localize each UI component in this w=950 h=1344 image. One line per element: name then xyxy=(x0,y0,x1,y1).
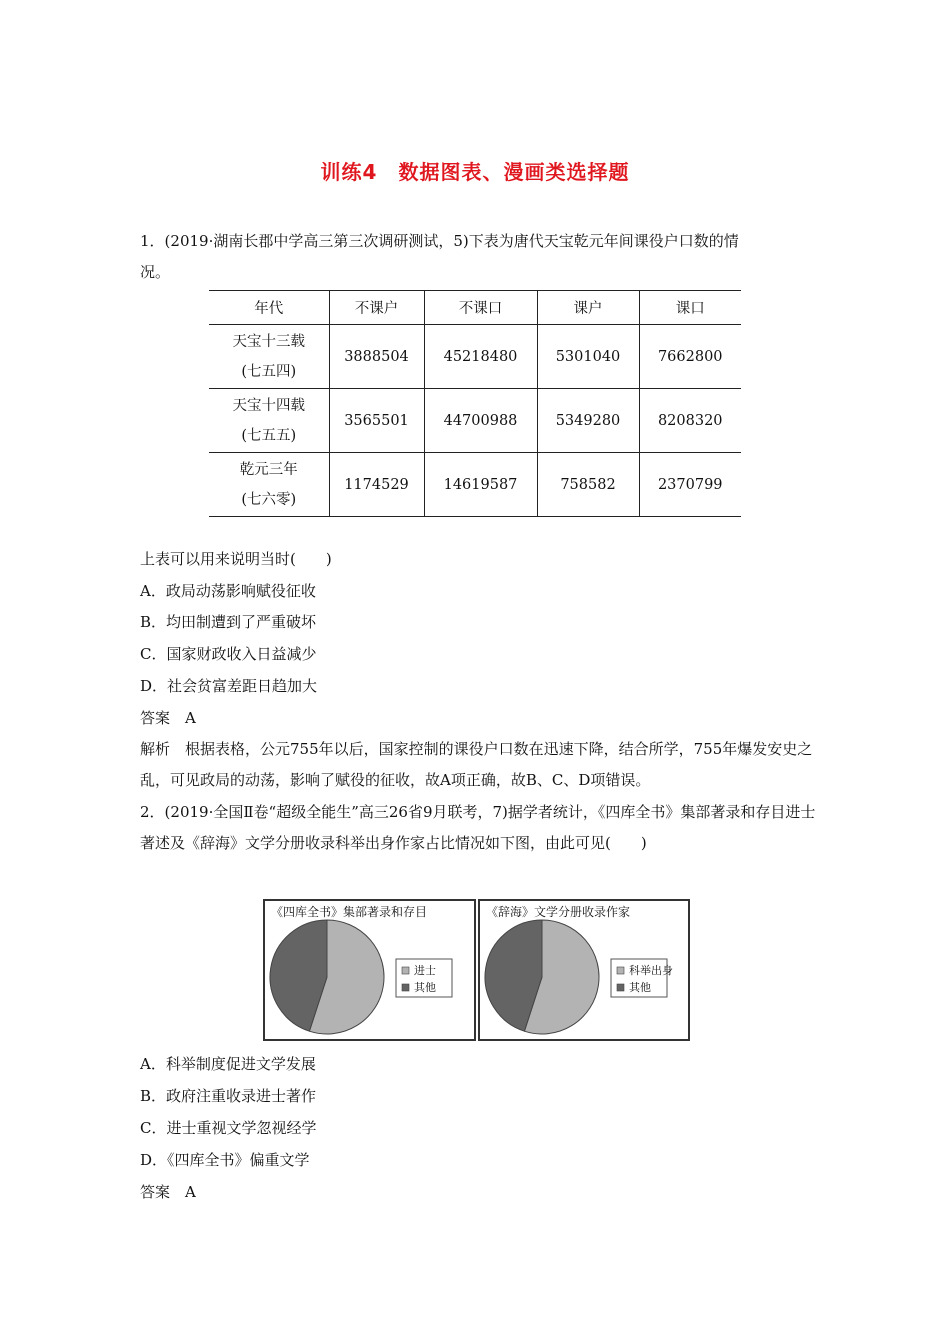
table-cell: 45218480 xyxy=(424,325,537,389)
header-cell: 课口 xyxy=(639,291,741,325)
table-cell: 8208320 xyxy=(639,389,741,453)
q2-option-d: D．《四库全书》偏重文学 xyxy=(140,1151,310,1169)
q2-stem: 2．(2019·全国Ⅱ卷“超级全能生”高三26省9月联考，7)据学者统计，《四库全书》集部著录和存目进士著述及《辞海》文学分册收录科举出身作家占比情况如下图，由此可见( ) xyxy=(140,803,816,852)
header-cell: 不课口 xyxy=(424,291,537,325)
q2-option-b: B．政府注重收录进士著作 xyxy=(140,1087,317,1105)
table-cell: 5349280 xyxy=(537,389,639,453)
q2-option-a: A．科举制度促进文学发展 xyxy=(140,1055,316,1073)
year-label: 乾元三年 xyxy=(239,461,298,478)
legend-swatch xyxy=(617,967,624,974)
header-cell: 不课户 xyxy=(329,291,424,325)
household-table xyxy=(209,290,741,517)
q1-analysis: 解析 根据表格，公元755年以后，国家控制的课役户口数在迅速下降，结合所学，755年爆发安史之乱，可见政局的动荡，影响了赋役的征收，故A项正确，故B、C、D项错误。 xyxy=(140,740,813,789)
legend-swatch xyxy=(617,984,624,991)
table-cell: 1174529 xyxy=(329,453,424,517)
year-cell xyxy=(209,389,329,453)
q1-option-d: D．社会贫富差距日趋加大 xyxy=(140,677,318,695)
legend-swatch xyxy=(402,984,409,991)
page-title: 训练4 数据图表、漫画类选择题 xyxy=(320,160,630,184)
table-cell: 758582 xyxy=(537,453,639,517)
q1-option-a: A．政局动荡影响赋役征收 xyxy=(140,582,316,600)
pie-chart-cihai-svg xyxy=(480,901,688,1039)
table-cell: 14619587 xyxy=(424,453,537,517)
pie-chart-siku-svg xyxy=(265,901,474,1039)
table-cell: 44700988 xyxy=(424,389,537,453)
table-row xyxy=(209,325,741,389)
table-cell: 3888504 xyxy=(329,325,424,389)
table-cell: 3565501 xyxy=(329,389,424,453)
year-cell xyxy=(209,453,329,517)
q1-option-b: B．均田制遭到了严重破坏 xyxy=(140,613,317,631)
legend-label: 其他 xyxy=(414,981,436,994)
q1-stem-line1: 1．(2019·湖南长郡中学高三第三次调研测试，5)下表为唐代天宝乾元年间课役户口数的情 xyxy=(140,232,739,250)
q1-answer: 答案 A xyxy=(140,709,196,727)
table-row xyxy=(209,453,741,517)
legend-label: 其他 xyxy=(629,981,651,994)
table-cell: 7662800 xyxy=(639,325,741,389)
legend-swatch xyxy=(402,967,409,974)
q1-stem-line2: 况。 xyxy=(140,263,171,281)
legend-label: 科举出身 xyxy=(629,964,673,977)
year-label: 天宝十三载 xyxy=(232,333,305,350)
q1-option-c: C．国家财政收入日益减少 xyxy=(140,645,317,663)
q2-answer: 答案 A xyxy=(140,1183,196,1201)
year-label: 天宝十四载 xyxy=(232,397,305,414)
chart-title: 《辞海》文学分册收录作家 xyxy=(486,905,631,919)
era-label: (七六零) xyxy=(241,491,297,508)
header-cell: 年代 xyxy=(209,291,329,325)
table-cell: 5301040 xyxy=(537,325,639,389)
pie-chart-siku xyxy=(263,899,476,1041)
era-label: (七五五) xyxy=(241,427,297,444)
table-header-row xyxy=(209,291,741,325)
legend-label: 进士 xyxy=(414,964,436,977)
chart-title: 《四库全书》集部著录和存目 xyxy=(271,905,428,919)
year-cell xyxy=(209,325,329,389)
era-label: (七五四) xyxy=(241,363,297,380)
table-row xyxy=(209,389,741,453)
q1-question: 上表可以用来说明当时( ) xyxy=(140,550,332,568)
q2-option-c: C．进士重视文学忽视经学 xyxy=(140,1119,317,1137)
header-cell: 课户 xyxy=(537,291,639,325)
pie-chart-cihai xyxy=(478,899,690,1041)
table-cell: 2370799 xyxy=(639,453,741,517)
